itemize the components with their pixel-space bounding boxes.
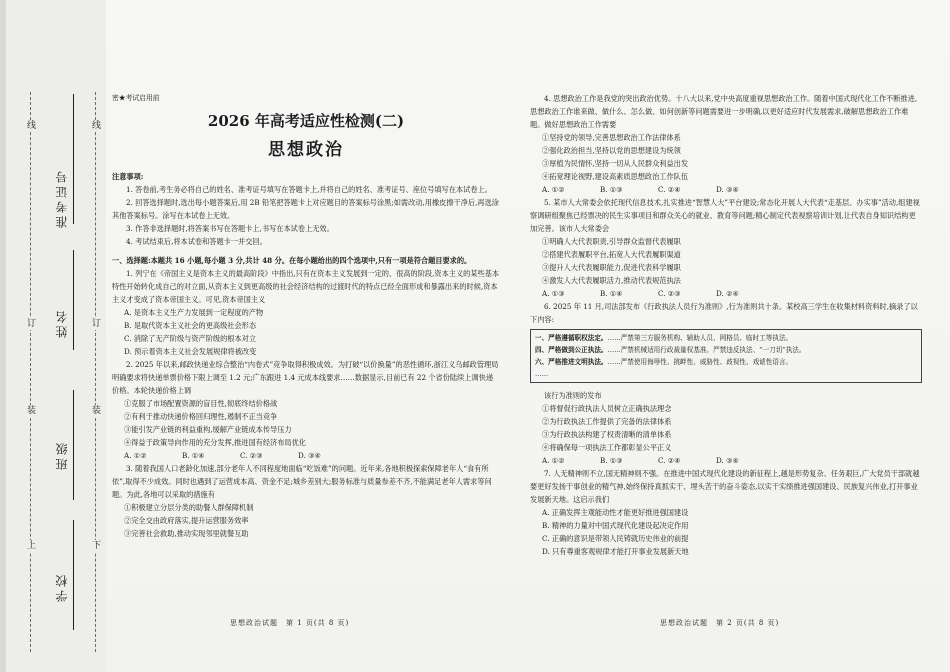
binding-strip	[0, 0, 106, 672]
q3-item-2: ②完全交由政府落实,提升运营服务效率	[124, 516, 249, 525]
school-line[interactable]	[73, 520, 74, 630]
q2-item-4: ④得益于政策导向作用的充分发挥,推进国有经济布局优化	[124, 438, 306, 447]
mark-zhuang-outer: 装	[27, 406, 37, 416]
q1-option-b[interactable]: B. 是取代资本主义社会的更高级社会形态	[124, 321, 257, 330]
left-column	[112, 92, 500, 540]
footer-page-1: 思想政治试题 第 1 页(共 8 页)	[230, 619, 350, 627]
q6-item-1: ①将督促行政执法人员树立正确执法理念	[542, 404, 672, 413]
q6-box-kw-2: 四、严格做到公正执法。	[535, 346, 608, 354]
q6-box-text-2: ……严禁机械适用行政裁量权基准。严禁违反执法、“一刀切”执法。	[607, 346, 806, 354]
class-label: 班级	[55, 440, 69, 470]
q2-choice-a[interactable]: A. ①②	[124, 451, 147, 460]
class-line[interactable]	[73, 390, 74, 500]
mark-ding-outer: 订	[27, 319, 37, 329]
q4-stem: 4. 思想政治工作是我党的突出政治优势。十八大以来,党中央高度重视思想政治工作。随着中国式现代化工作不断推进,思想政治工作谁来做、做什么、怎么做、如何创新等问题需要进一步明确,以更好适应时代发展需求,破解思想政治工作难题。做好思想政治工作需要	[530, 94, 918, 129]
q3-item-1: ①积极建立分层分类的助餐人群保障机制	[124, 503, 254, 512]
q4-item-1: ①坚持党的领导,完善思想政治工作法律体系	[542, 133, 681, 142]
q4-item-3: ③厚植为民情怀,坚持一切从人民群众利益出发	[542, 159, 689, 168]
name-line[interactable]	[73, 250, 74, 350]
q6-box-line-1	[535, 332, 917, 344]
q2-choice-b[interactable]: B. ①④	[182, 451, 205, 460]
q5-choice-d[interactable]: D. ②④	[716, 289, 739, 298]
mark-ding-inner: 订	[92, 319, 102, 329]
q6-choice-c[interactable]: C. ②④	[658, 456, 681, 465]
q6-choice-a[interactable]: A. ①②	[542, 456, 565, 465]
note-4: 4. 考试结束后,将本试卷和答题卡一并交回。	[126, 237, 267, 246]
cut-line-outer	[30, 92, 31, 652]
q6-box-line-3	[535, 356, 917, 368]
secret-label: 密★考试启用前	[112, 94, 160, 102]
q6-box-ellipsis: ……	[535, 370, 549, 378]
q5-choice-c[interactable]: C. ②③	[658, 289, 681, 298]
name-label: 姓名	[55, 308, 69, 338]
q5-choice-b[interactable]: B. ①④	[600, 289, 623, 298]
q6-stem: 6. 2025 年 11 月,司法部发布《行政执法人员行为准则》,行为准则共十条。某校高三学生在收集材料资料时,摘录了以下内容:	[530, 302, 918, 324]
note-3: 3. 作答非选择题时,将答案书写在答题卡上,书写在本试卷上无效。	[126, 224, 334, 233]
notes-heading: 注意事项:	[112, 172, 144, 181]
q6-item-4: ④将确保每一项执法工作都彰显公平正义	[542, 443, 672, 452]
q1-option-c[interactable]: C. 消除了无产阶级与资产阶级的根本对立	[124, 334, 257, 343]
q7-stem: 7. 人无精神则不立,国无精神则不强。在推进中国式现代化建设的新征程上,越是形势复杂、任务艰巨,广大党员干部就越要更好发扬干事创业的精气神,始终保持真抓实干、埋头苦干的奋斗姿态,以实干实绩推进强国建设、民族复兴伟业,打开事业发展新天地。这启示我们	[530, 469, 920, 504]
note-2: 2. 回答选择题时,选出每小题答案后,用 2B 铅笔把答题卡上对应题目的答案标号涂黑;如需改动,用橡皮擦干净后,再选涂其他答案标号。涂写在本试卷上无效。	[112, 198, 499, 220]
admission-number-line[interactable]	[73, 94, 74, 224]
mark-zhuang-inner: 装	[92, 406, 102, 416]
mark-xian-outer: 线	[27, 121, 37, 131]
q5-item-3: ③提升人大代表履职能力,促进代表科学履职	[542, 263, 681, 272]
q6-box-text-3: ……严禁使用侮辱性、挑衅性、威胁性、歧视性、戏谑性语言。	[607, 358, 793, 366]
q1-option-d[interactable]: D. 预示着资本主义社会发展规律将被改变	[124, 347, 257, 356]
mark-xia: 下	[92, 541, 102, 551]
cut-line-inner	[95, 92, 96, 652]
q6-item-2: ②为行政执法工作提供了完备的法律体系	[542, 417, 672, 426]
q6-choice-d[interactable]: D. ③④	[716, 456, 739, 465]
admission-number-label: 准考证号	[55, 168, 69, 228]
q7-option-a[interactable]: A. 正确发挥主观能动性才能更好推进强国建设	[542, 508, 689, 517]
note-1: 1. 答卷前,考生务必将自己的姓名、准考证号填写在答题卡上,并将自己的姓名、准考证号、座位号填写在本试卷上。	[126, 185, 492, 194]
q5-item-4: ④激发人大代表履职活力,推动代表规范执法	[542, 276, 681, 285]
q2-choices	[112, 449, 500, 462]
q6-box-text-1: ……严禁第三方服务机构、辅助人员、网格员、临时工等执法。	[607, 334, 793, 342]
q7-option-c[interactable]: C. 正确的意识是带领人民铸就历史伟业的前提	[542, 534, 689, 543]
binding-shadow	[0, 0, 6, 672]
q5-choices	[530, 287, 922, 300]
q6-item-3: ③为行政执法构建了权责清晰的清单体系	[542, 430, 672, 439]
q2-stem: 2. 2025 年以来,邮政快递业综合整治“内卷式”竞争取得积极成效。为打破“以价换量”的恶性循环,浙江义乌邮政管理局明确要求将快递单票价格下限上调至 1.2 元;广东跟进 1.4 元成本线要求……数据显示,目前已有 22 个省份陆续上调快递价格。本轮快递价格上调	[112, 360, 499, 395]
q2-choice-c[interactable]: C. ②③	[240, 451, 263, 460]
q3-item-3: ③完善社会救助,推动实现邻里就餐互助	[124, 529, 249, 538]
q4-item-2: ②强化政治担当,坚持以党的思想建设为统领	[542, 146, 681, 155]
q2-item-3: ③能引发产业链的利益重构,缓解产业链成本传导压力	[124, 425, 292, 434]
q1-stem: 1. 列宁在《帝国主义是资本主义的最高阶段》中指出,只有在资本主义发展到一定的、很高的阶段,资本主义的某些基本特性开始转化成自己的对立面,从资本主义到更高级的社会经济结构的过渡时代的特点已经全面形成和暴露出来的时候,资本主义才变成了资本帝国主义。可见,资本帝国主义	[112, 269, 500, 304]
mark-xian-inner: 线	[92, 121, 102, 131]
q4-item-4: ④拓宽理论视野,建设高素质思想政治工作队伍	[542, 172, 689, 181]
q3-stem: 3. 随着我国人口老龄化加速,部分老年人不同程度地面临“吃饭难”的问题。近年来,各地积极探索保障老年人“食有所依”,取得不少成效。同时也遇到了运营成本高、资金不足;城乡差别大;服务标准与质量参差不齐,不能满足老年人需求等问题。为此,各地可以采取的措施有	[112, 464, 492, 499]
q2-item-1: ①克服了市场配置资源的盲目性,彻底终结价格战	[124, 399, 278, 408]
exam-title: 2026 年高考适应性检测(二)	[207, 112, 405, 130]
right-column	[530, 92, 922, 558]
q5-choice-a[interactable]: A. ①③	[542, 289, 565, 298]
q5-stem: 5. 某市人大常委会依托现代信息技术,扎实推进“智慧人大”平台建设;常态化开展人大代表“走基层、办实事”活动,组建视察调研组聚焦已经票决的民生实事项目和群众关心的就业、教育等问题;精心制定代表视察培训计划,让代表自身知识结构更加完善。该市人大常委会	[530, 198, 920, 233]
q4-choice-b[interactable]: B. ①③	[600, 185, 623, 194]
q4-choice-a[interactable]: A. ①②	[542, 185, 565, 194]
mark-shang: 上	[27, 541, 37, 551]
q2-choice-d[interactable]: D. ③④	[298, 451, 321, 460]
q6-choices	[530, 454, 922, 467]
q4-choices	[530, 183, 922, 196]
q6-box-kw-3: 六、严格推进文明执法。	[535, 358, 608, 366]
subject-title: 思想政治	[268, 140, 344, 160]
q6-lead: 该行为准则的发布	[544, 391, 602, 400]
footer-page-2: 思想政治试题 第 2 页(共 8 页)	[660, 619, 780, 627]
q7-option-b[interactable]: B. 精神的力量对中国式现代化建设起决定作用	[542, 521, 689, 530]
q4-choice-c[interactable]: C. ②④	[658, 185, 681, 194]
school-label: 学校	[55, 572, 69, 602]
q7-option-d[interactable]: D. 只有尊重客观规律才能打开事业发展新天地	[542, 547, 689, 556]
q6-box-kw-1: 一、严格遵循职权法定。	[535, 334, 608, 342]
section-heading: 一、选择题:本题共 16 小题,每小题 3 分,共计 48 分。在每小题给出的四个选项中,只有一项是符合题目要求的。	[112, 256, 472, 265]
q2-item-2: ②有利于推动快递价格回归理性,遏制不正当竞争	[124, 412, 278, 421]
q5-item-1: ①明确人大代表职责,引导群众监督代表履职	[542, 237, 681, 246]
q4-choice-d[interactable]: D. ③④	[716, 185, 739, 194]
q6-choice-b[interactable]: B. ①③	[600, 456, 623, 465]
q1-option-a[interactable]: A. 是资本主义生产力发展到一定程度的产物	[124, 308, 264, 317]
q6-quote-box	[530, 329, 922, 383]
q5-item-2: ②搭建代表履职平台,拓宽人大代表履职渠道	[542, 250, 681, 259]
q6-box-line-2	[535, 344, 917, 356]
